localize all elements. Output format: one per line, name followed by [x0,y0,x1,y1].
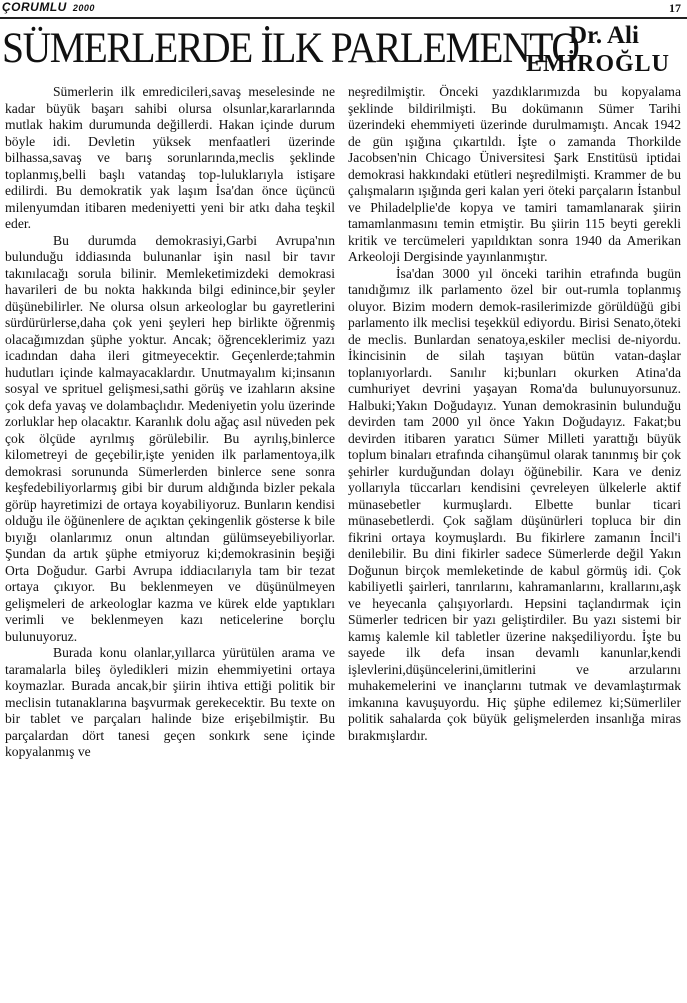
masthead [2,0,95,14]
col1-paragraph-2: Bu durumda demokrasiyi,Garbi Avrupa'nın bulunduğu iddiasında bulunanlar işin nasıl bir tavır takınılacağı sorula bilinir. Memleketimizdeki demokrasi havarileri de bu nokta hakkında bilgi edinince,bir şeyler düşünebilirler. Ne olursa olsun arkeologlar bu gayretlerini sürdürürlerse,daha çok yeni şeyleri hep birlikte öğrenmiş olacağımızdan şüphe yoktur. Ancak; öğrenceklerimiz yazı icadından daha ileri gitmeyecektir. Geçenlerde;tahmin hudutları içinde kalmayacaklardır. Unutmayalım ki;insanın sosyal ve sprituel gelişmesi,sathi görüş ve izahların aksine çok defa yavaş ve dolambaçlıdır. Medeniyetin yolu üzerinde zorluklar hep olacaktır. Karanlık dolu ağaç asıl nüveden pek çok ölçüde ayrılmış görülebilir. Bu ayrılış,binlerce kilometreyi de geçebilir,işte yeniden ilk parlamentoya,ilk demokrasi sorununda Sümerlerden binlerce sene sonra keşfedebiliyorlarmış gibi bir durum aldığında bizler pekala görüp hayretimizi de ortaya koyabiliyoruz. Bunların kendisi olduğu ile öğünenlere de açıktan çekingenlik gösterse k bile bıyığı olanlarımız onun altından gülümseyebiliyorlar. Şundan da artık şüphe etmiyoruz ki;demokrasinin beşiği Orta Doğudur. Garbi Avrupa iddiacılarıyla tam bir tezat ortaya çıkıyor. Bu beklenmeyen ve düşünülmeyen gelişmeleri de arkeologlar kazma ve kürek elde yaptıkları verimli ve beklenmeyen kazı neticelerine borçlu bulunuyoruz. [5,232,335,644]
masthead-year: 2000 [72,3,95,13]
header-rule [0,17,687,19]
page-number: 17 [669,1,681,15]
author-name-line2: EMİROĞLU [525,51,670,77]
col2-paragraph-2: İsa'dan 3000 yıl önceki tarihin etrafında bugün tanıdığımız ilk parlamento özel bir out-rumla toplanmış oluyor. Bizim modern demok-rasilerimizde görüldüğü gibi parlamento ilk meclisi teşekkül ediyordu. Birisi Senato,öteki de meclis. Bunlardan senatoya,eskiler meclisi de-niyordu. İkincisinin de silah taşıyan bütün vatan-daşlar toplanıyorlardı. Sanılır ki;bunları okurken Atina'da cumhuriyet devrini yaşayan Roma'da bulunuyorsunuz. Halbuki;Yakın Doğudayız. Yunan demokrasinin bulunduğu devirden tam 2000 yıl önce Yakın Doğudayız. Fakat;bu devirden itibaren yaratıcı Sümer Milleti yarattığı büyük toplum binaları etrafında cihanşümul olarak tanınmış bir çok şehirler kurduğundan dolayı öğünebilir. Kara ve deniz yollarıyla tüccarları kendisini çevreleyen ülkelerle aktif münasebetler kurmuşlardı. Elbette bunlar ticari münasebetlerdi. Çok sağlam düşünürleri topluca bir din fikrini ortaya koymuşlardı. Bu fikirlere zamanın İncil'i denilebilir. Bu dini fikirler sadece Sümerlerde değil Yakın Doğunun birçok memleketinde de kabul görmüş idi. Çok kabiliyetli şairleri, tanrılarını, kahramanlarını, krallarını,aşk ve heyecanla çalışıyorlardı. Hepsini taçlandırmak için Sümerler tedricen bir yazı geliştirdiler. Bu yazı sistemi bir kamış kalemle kil tabletler üzerine nakşediliyordu. İşte bu sayede ilk defa insan devamlı kanunlar,kendi işlevlerini,düşüncelerini,ümitlerini ve arzularını muhakemelerini ve inançlarını tutmak ve devamlaştırmak imkanına kavuşuyordu. Hiç şüphe edilemez ki;Sümerliler politik sahalarda çok büyük gelişmelerden insanlığa miras bırakmışlardır. [348,265,681,743]
article-column-1 [5,84,335,999]
col2-paragraph-1: neşredilmiştir. Önceki yazdıklarımızda bu kopyalama şeklinde bildirilmişti. Bu dokümanın Sümer Tarihi üzerindeki ehemmiyeti üzerinde durulmamıştı. Ancak 1942 de gün ışığına çıkartıldı. İşte o zamanda Thorkilde Jacobsen'nin Chicago Üniversitesi Şark Enstitüsü iptidai demokrasi hakkındaki etütleri neşredilmişti. Krammer de bu çalışmaların ışığında geri kalan yeri öteki parçaların İstanbul ve Philadelplie'de kopya ve tamiri tamamlanarak şiirin tamamlanmasını temin etmiştir. Bu şiirin 115 beyti gerekli kritik ve tercümeleri yapıldıktan sonra 1940 da Amerikan Arkeoloji Dergisinde yayınlanmıştır. [348,84,681,264]
article-column-2 [348,84,681,999]
author-name-line1: Dr. Ali [569,22,639,49]
article-title: SÜMERLERDE İLK PARLEMENTO [2,25,579,72]
page-header [0,0,687,20]
masthead-name: ÇORUMLU [2,0,67,14]
col1-paragraph-1: Sümerlerin ilk emredicileri,savaş meselesinde ne kadar büyük başarı sahibi olursa olsunlar,kararlarında mutlak hakim durumunda değillerdi. Hakan içinde durum böyle idi. Devletin yüksek menfaatleri üzerinde bilhassa,savaş ve barış sorunlarında,meclis şeklinde toplanmış,belli başlı vatandaş top-luluklarıyla istişare edilirdi. Bu demokratik yak laşım İsa'dan önce üçüncü milenyumdan itibaren medeniyetti yeni bir atkı daha teşkil eder. [5,84,335,231]
col1-paragraph-3: Burada konu olanlar,yıllarca yürütülen arama ve taramalarla bileş öyledikleri mizin ehemmiyetini ortaya koymazlar. Burada ancak,bir şiirin ihtiva ettiği politik bir meclisin tutanaklarına başvurmak gerekecektir. Bu texte on bir tablet ve parçaları halinde bize erişebilmiştir. Bu parçalardan dört tanesi geçen sonkırk sene içinde kopyalanmış ve [5,645,335,759]
